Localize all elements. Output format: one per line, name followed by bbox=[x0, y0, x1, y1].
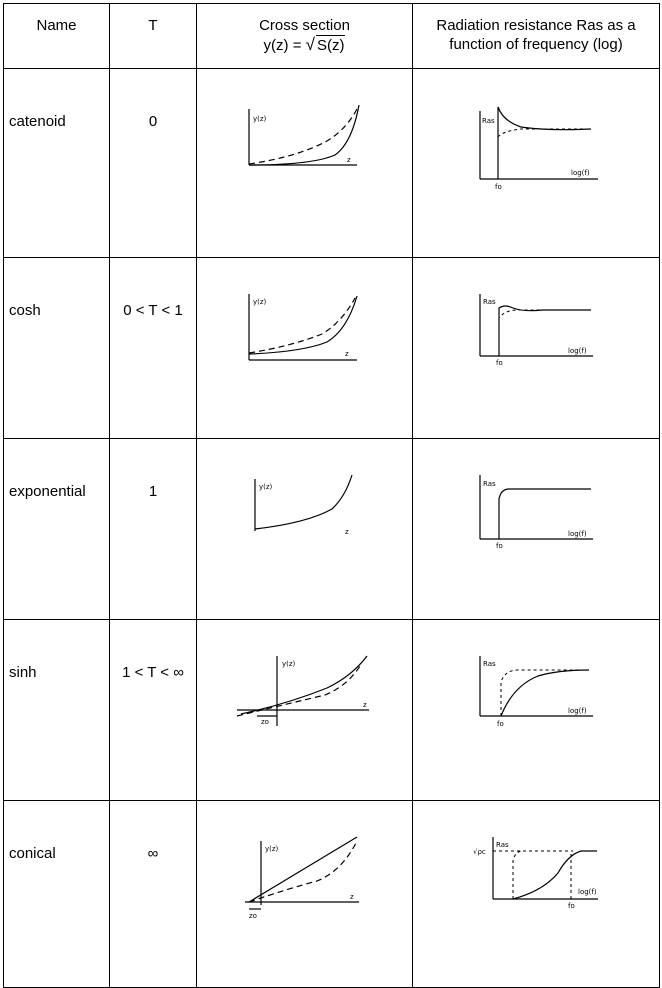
x-axis-label: log(f) bbox=[568, 347, 587, 355]
horn-name: exponential bbox=[4, 439, 110, 620]
cosh-cross-section-svg bbox=[197, 258, 413, 394]
catenoid-cross-section-svg bbox=[197, 69, 413, 213]
cross-section-plot bbox=[197, 620, 413, 801]
radiation-resistance-plot bbox=[413, 620, 660, 801]
y-axis-label: Ras bbox=[483, 298, 496, 306]
x-axis-label: log(f) bbox=[568, 707, 587, 715]
y-axis-label: y(z) bbox=[253, 298, 267, 306]
table-row bbox=[4, 439, 660, 620]
y-axis-label: Ras bbox=[496, 841, 509, 849]
horn-name: sinh bbox=[4, 620, 110, 801]
header-t: T bbox=[110, 4, 197, 69]
radiation-resistance-plot bbox=[413, 801, 660, 988]
y-axis-label: Ras bbox=[483, 480, 496, 488]
cross-section-plot bbox=[197, 439, 413, 620]
fo-label: fo bbox=[568, 902, 575, 910]
x-axis-label: log(f) bbox=[571, 169, 590, 177]
x-axis-label: z bbox=[350, 893, 354, 901]
header-radiation-resistance: Radiation resistance Ras as a function of frequency (log) bbox=[413, 4, 660, 69]
fo-label: fo bbox=[495, 183, 502, 191]
radiation-resistance-plot bbox=[413, 439, 660, 620]
conical-radiation-svg bbox=[413, 801, 660, 943]
horn-name: catenoid bbox=[4, 69, 110, 258]
zo-label: zo bbox=[261, 718, 269, 726]
header-cross-section-title: Cross section bbox=[259, 17, 350, 34]
header-cross-section bbox=[197, 4, 413, 69]
dashed-curve bbox=[237, 666, 360, 716]
cosh-radiation-svg bbox=[413, 258, 660, 394]
x-axis-label: log(f) bbox=[568, 530, 587, 538]
radiation-resistance-plot bbox=[413, 69, 660, 258]
horn-t-value: 0 < T < 1 bbox=[110, 258, 197, 439]
catenoid-radiation-svg bbox=[413, 69, 660, 213]
zo-label: zo bbox=[249, 912, 257, 920]
header-name: Name bbox=[4, 4, 110, 69]
cross-section-plot bbox=[197, 258, 413, 439]
horn-name: conical bbox=[4, 801, 110, 988]
sinh-cross-section-svg bbox=[197, 620, 413, 756]
horn-t-value: 1 bbox=[110, 439, 197, 620]
sinh-radiation-svg bbox=[413, 620, 660, 756]
solid-curve bbox=[241, 656, 367, 714]
solid-curve bbox=[249, 105, 359, 165]
cross-section-plot bbox=[197, 69, 413, 258]
table-row bbox=[4, 69, 660, 258]
horn-t-value: 0 bbox=[110, 69, 197, 258]
y-axis-label: y(z) bbox=[253, 115, 267, 123]
y-axis-label: y(z) bbox=[259, 483, 273, 491]
horn-t-value: 1 < T < ∞ bbox=[110, 620, 197, 801]
table-row bbox=[4, 801, 660, 988]
header-row bbox=[4, 4, 660, 69]
table-row bbox=[4, 620, 660, 801]
radiation-resistance-plot bbox=[413, 258, 660, 439]
dashed-curve bbox=[249, 298, 355, 353]
dashed-curve bbox=[513, 851, 523, 899]
exponential-cross-section-svg bbox=[197, 439, 413, 575]
x-axis-label: z bbox=[347, 156, 351, 164]
fo-label: fo bbox=[497, 720, 504, 728]
y-axis-label: y(z) bbox=[282, 660, 296, 668]
table-row bbox=[4, 258, 660, 439]
header-cross-section-formula: y(z) = √ S(z) bbox=[263, 35, 345, 54]
x-axis-label: z bbox=[363, 701, 367, 709]
conical-cross-section-svg bbox=[197, 801, 413, 943]
fo-label: fo bbox=[496, 359, 503, 367]
y-axis-label: Ras bbox=[482, 117, 495, 125]
y-axis-label: Ras bbox=[483, 660, 496, 668]
cross-section-plot bbox=[197, 801, 413, 988]
x-axis-label: z bbox=[345, 528, 349, 536]
x-axis-label: log(f) bbox=[578, 888, 597, 896]
horn-types-table bbox=[3, 3, 660, 988]
fo-label: fo bbox=[496, 542, 503, 550]
horn-name: cosh bbox=[4, 258, 110, 439]
exponential-radiation-svg bbox=[413, 439, 660, 575]
horn-t-value: ∞ bbox=[110, 801, 197, 988]
y-axis-label: y(z) bbox=[265, 845, 279, 853]
x-axis-label: z bbox=[345, 350, 349, 358]
rhoc-label: √ρc bbox=[473, 848, 486, 856]
